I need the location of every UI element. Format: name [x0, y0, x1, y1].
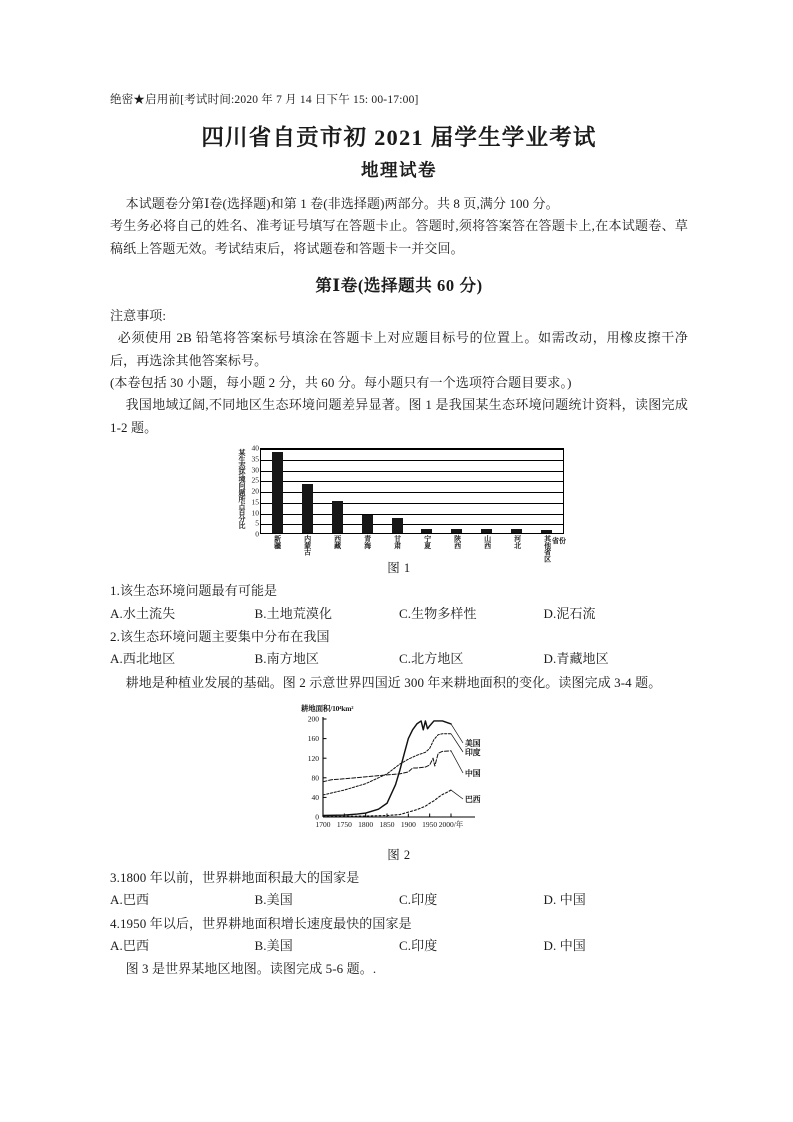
figure-1-x-labels	[260, 535, 564, 562]
notice-body: 必须使用 2B 铅笔将答案标号填涂在答题卡上对应题目标号的位置上。如需改动，用橡皮擦干净后，再选涂其他答案标号。	[110, 330, 688, 368]
figure-1-bar	[392, 518, 403, 534]
figure-2-series-leader	[451, 724, 463, 743]
question-4-option-c[interactable]: C.印度	[399, 938, 438, 954]
notice-label: 注意事项:	[110, 308, 167, 324]
figure-1-x-label-slot	[382, 535, 412, 562]
question-4-option-a[interactable]: A.巴西	[110, 938, 150, 954]
question-2-text: 2.该生态环境问题主要集中分布在我国	[110, 628, 330, 644]
question-1-option-b[interactable]: B.土地荒漠化	[254, 605, 333, 621]
figure-2-series-label: 巴西	[465, 795, 481, 804]
figure-2-plot-area	[293, 713, 505, 839]
figure-1-bar-slot	[323, 449, 353, 533]
exam-header-line: 绝密★启用前[考试时间:2020 年 7 月 14 日下午 15: 00-17:00]	[110, 94, 419, 106]
figure-1-bar-slot	[442, 449, 472, 533]
figure-1-caption: 图 1	[387, 561, 411, 576]
question-3-option-b[interactable]: B.美国	[254, 892, 293, 908]
figure-2-x-tick-label: 1750	[336, 820, 352, 829]
figure-1-bar-slot	[263, 449, 293, 533]
figure-2-series-label: 中国	[465, 769, 481, 778]
question-1-option-c[interactable]: C.生物多样性	[399, 605, 477, 621]
figure-1-bar	[332, 501, 343, 534]
figure-2-y-tick-label: 80	[311, 773, 319, 783]
question-1-text: 1.该生态环境问题最有可能是	[110, 583, 278, 599]
figure-1-bar	[511, 529, 522, 533]
figure-2-caption: 图 2	[387, 848, 411, 862]
question-1-option-d[interactable]: D.泥石流	[543, 605, 596, 621]
figure-2-y-tick-label: 160	[307, 734, 319, 744]
figure-2-x-tick-label: 2000/年	[438, 820, 464, 829]
figure-1-chart	[234, 443, 566, 563]
page-title: 四川省自贡市初 2021 届学生学业考试	[201, 125, 597, 151]
figure-1-plot-area	[260, 448, 564, 534]
page-content	[110, 92, 688, 1071]
intro-block	[110, 193, 688, 260]
figure-2-series-label: 印度	[465, 748, 481, 757]
figure-1-x-label: 青海	[363, 535, 372, 549]
question-2-options	[110, 648, 688, 670]
figure-1-bar	[541, 530, 552, 533]
figure-1-x-label-slot	[472, 535, 502, 562]
figure-1-y-tick: 40	[251, 443, 259, 453]
figure-1-bar-slot	[293, 449, 323, 533]
figure-1-x-label: 西藏	[333, 535, 342, 549]
figure-2-chart	[293, 703, 505, 843]
figure-1-y-tick: 0	[255, 529, 259, 539]
figure-2-x-tick-label: 1800	[358, 820, 374, 829]
figure-1-bar	[451, 529, 462, 533]
figure-1-x-label: 宁夏	[423, 535, 432, 549]
figure-1-y-axis-label: 某生态环境问题所占百分比	[238, 449, 246, 529]
figure-1-bar	[362, 515, 373, 533]
figure-1-y-tick: 10	[251, 507, 259, 517]
section-title-part-1: 第Ⅰ卷(选择题共 60 分)	[315, 276, 483, 296]
question-1-options	[110, 603, 688, 625]
figure-1-bar-slot	[352, 449, 382, 533]
figure-2-y-tick-label: 200	[307, 714, 319, 724]
question-4-option-b[interactable]: B.美国	[254, 938, 293, 954]
figure-1-bar	[481, 529, 492, 533]
figure-1-bars	[261, 449, 563, 533]
question-1-option-a[interactable]: A.水土流失	[110, 605, 176, 621]
figure-2-y-tick-label: 0	[315, 812, 319, 822]
question-3-option-c[interactable]: C.印度	[399, 892, 438, 908]
figure-1-y-tick: 20	[251, 486, 259, 496]
figure-1-x-label: 内蒙古	[303, 535, 312, 556]
question-3-option-d[interactable]: D. 中国	[543, 892, 586, 908]
figure-1-x-label-slot	[412, 535, 442, 562]
figure-2-y-axis-title: 耕地面积/10⁴km²	[301, 704, 354, 713]
figure-2-series-label: 美国	[465, 739, 481, 748]
figure-2-series-leader	[451, 790, 463, 799]
figure-1-bar-slot	[382, 449, 412, 533]
notice-block	[110, 305, 688, 439]
figure-1-bar	[421, 529, 432, 533]
figure-2-x-tick-label: 1950	[422, 820, 438, 829]
figure-1-y-tick: 30	[251, 464, 259, 474]
question-4	[110, 913, 688, 958]
figure-1-y-tick: 15	[251, 497, 259, 507]
figure-1-bar	[272, 452, 283, 534]
figure-1-bar-slot	[472, 449, 502, 533]
question-4-text: 4.1950 年以后，世界耕地面积增长速度最快的国家是	[110, 915, 412, 931]
question-2	[110, 626, 688, 671]
page-subtitle: 地理试卷	[361, 159, 437, 180]
figure-1-y-ticks	[245, 443, 260, 539]
question-3	[110, 867, 688, 912]
figure-1-bar-slot	[501, 449, 531, 533]
figure-1-bar	[302, 484, 313, 533]
figure-2	[110, 703, 688, 863]
figure-1-x-label: 河北	[513, 535, 522, 549]
question-2-option-b[interactable]: B.南方地区	[254, 651, 320, 667]
figure-2-series-line	[323, 751, 451, 782]
figure-1-x-label: 新疆	[273, 535, 282, 549]
question-3-options	[110, 889, 688, 911]
figure-1-x-label-slot	[442, 535, 472, 562]
figure-2-x-tick-label: 1850	[379, 820, 395, 829]
stem-questions-1-2: 我国地域辽阔,不同地区生态环境问题差异显著。图 1 是我国某生态环境问题统计资料，读图完成 1-2 题。	[110, 397, 688, 435]
question-3-text: 3.1800 年以前，世界耕地面积最大的国家是	[110, 870, 360, 885]
figure-1-y-tick: 5	[255, 518, 259, 528]
question-2-option-c[interactable]: C.北方地区	[399, 651, 464, 667]
question-4-options	[110, 935, 688, 957]
question-2-option-a[interactable]: A.西北地区	[110, 651, 176, 667]
figure-1-x-label-slot	[502, 535, 532, 562]
figure-2-series-leader	[451, 734, 463, 752]
figure-1-x-label-slot	[322, 535, 352, 562]
question-2-option-d[interactable]: D.青藏地区	[543, 651, 609, 667]
figure-2-x-tick-label: 1900	[400, 820, 416, 829]
intro-line-1: 本试题卷分第Ⅰ卷(选择题)和第 1 卷(非选择题)两部分。共 8 页,满分 100 分。	[125, 195, 559, 211]
stem-questions-3-4: 耕地是种植业发展的基础。图 2 示意世界四国近 300 年来耕地面积的变化。读图完成 3-4 题。	[125, 674, 662, 690]
intro-line-2: 考生务必将自己的姓名、准考证号填写在答题卡止。答题时,须将答案答在答题卡上,在本试题卷、草稿纸上答题无效。考试结束后，将试题卷和答题卡一并交回。	[110, 218, 688, 256]
figure-2-series-line	[323, 721, 451, 816]
page-bottom-space	[110, 981, 688, 1071]
figure-2-y-tick-label: 40	[311, 793, 319, 802]
figure-1-x-axis-title: 省份	[552, 537, 566, 546]
figure-1-x-label: 山西	[483, 535, 492, 549]
figure-2-y-tick-label: 120	[307, 753, 319, 763]
figure-1	[110, 443, 688, 576]
figure-1-x-label: 陕西	[453, 535, 462, 549]
question-1	[110, 580, 688, 625]
figure-1-y-tick: 35	[251, 454, 259, 464]
figure-2-series-leader	[451, 751, 463, 773]
figure-1-y-tick: 25	[251, 475, 259, 485]
figure-1-x-label-slot	[262, 535, 292, 562]
figure-2-x-tick-label: 1700	[315, 820, 331, 829]
scoring-note: (本卷包括 30 小题，每小题 2 分，共 60 分。每小题只有一个选项符合题目要求。)	[110, 375, 572, 391]
figure-1-x-label: 其他省区	[543, 535, 552, 563]
figure-1-bar-slot	[412, 449, 442, 533]
question-4-option-d[interactable]: D. 中国	[543, 938, 586, 954]
question-3-option-a[interactable]: A.巴西	[110, 892, 150, 908]
figure-1-bar-slot	[531, 449, 561, 533]
figure-1-x-label: 甘肃	[393, 535, 402, 549]
stem-questions-5-6: 图 3 是世界某地区地图。读图完成 5-6 题。.	[125, 961, 377, 977]
figure-1-x-label-slot	[292, 535, 322, 562]
figure-1-x-label-slot	[352, 535, 382, 562]
figure-2-series-line	[323, 734, 451, 795]
